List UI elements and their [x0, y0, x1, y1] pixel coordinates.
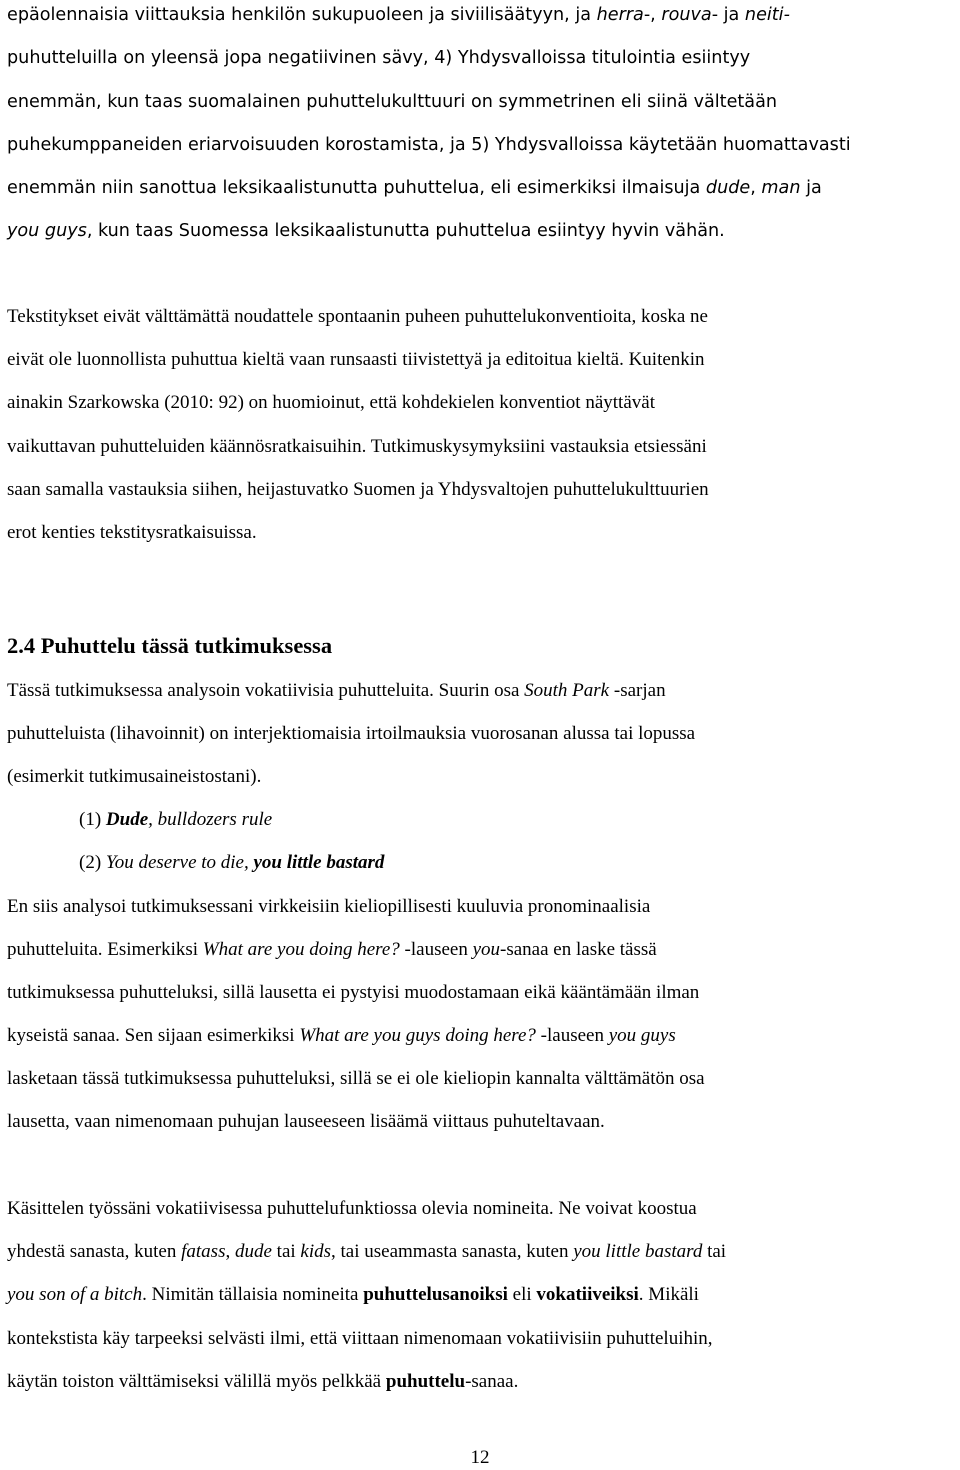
italic-text: you guys	[7, 221, 87, 241]
example-number: (1)	[79, 809, 106, 830]
page-number: 12	[470, 1447, 490, 1468]
section-heading: 2.4 Puhuttelu tässä tutkimuksessa	[7, 633, 333, 658]
example-number: (2)	[79, 852, 106, 873]
italic-text: man	[761, 178, 801, 198]
text: tai	[271, 1241, 301, 1262]
text: enemmän niin sanottua leksikaalistunutta puhuttelua, eli esimerkiksi ilmaisuja	[7, 178, 706, 198]
paragraph-2-line-6: erot kenties tekstitysratkaisuissa.	[7, 522, 257, 543]
bold-text: puhuttelusanoiksi	[363, 1284, 508, 1305]
text: ,	[750, 178, 762, 198]
italic-text: What are you doing here?	[202, 939, 400, 960]
bold-text: puhuttelu	[385, 1371, 466, 1392]
bold-italic-text: Dude	[105, 809, 149, 830]
italic-text: you little bastard	[573, 1241, 703, 1262]
text: - ja	[711, 5, 745, 25]
italic-text: you son of a bitch	[7, 1284, 143, 1305]
paragraph-5-line-2	[7, 1240, 726, 1264]
bold-text: vokatiiveiksi	[536, 1284, 639, 1305]
paragraph-1-line-2: puhutteluilla on yleensä jopa negatiivinen sävy, 4) Yhdysvalloissa titulointia esiintyy	[7, 48, 751, 68]
paragraph-1-line-6	[7, 219, 725, 243]
paragraph-1-line-4: puhekumppaneiden eriarvoisuuden korostamista, ja 5) Yhdysvalloissa käytetään huomattavasti	[7, 135, 851, 155]
text: epäolennaisia viittauksia henkilön sukupuoleen ja siviilisäätyyn, ja	[7, 5, 597, 25]
text: Tässä tutkimuksessa analysoin vokatiivisia puhutteluita. Suurin osa	[7, 680, 525, 701]
paragraph-5-line-1: Käsittelen työssäni vokatiivisessa puhuttelufunktiossa olevia nomineita. Ne voivat koostua	[7, 1198, 697, 1219]
paragraph-5-line-3	[7, 1283, 699, 1307]
paragraph-3-line-3: (esimerkit tutkimusaineistostani).	[7, 766, 262, 787]
italic-text: you	[472, 939, 501, 960]
text: -lauseen	[399, 939, 473, 960]
italic-text: dude	[234, 1241, 272, 1262]
italic-text: What are you guys doing here?	[299, 1025, 536, 1046]
paragraph-4-line-3: tutkimuksessa puhutteluksi, sillä lausetta ei pystyisi muodostamaan eikä kääntämään ilman	[7, 982, 700, 1003]
text: ,	[225, 1241, 235, 1262]
italic-text: you guys	[608, 1025, 676, 1046]
text: -lauseen	[535, 1025, 609, 1046]
italic-text: rouva	[661, 5, 712, 25]
italic-text: You deserve to die,	[105, 852, 254, 873]
text: , tai useammasta sanasta, kuten	[331, 1241, 574, 1262]
text: -sanaa en laske tässä	[500, 939, 657, 960]
paragraph-3-line-2: puhutteluista (lihavoinnit) on interjektiomaisia irtoilmauksia vuorosanan alussa tai lopussa	[7, 723, 696, 744]
text: tai	[702, 1241, 727, 1262]
text: -,	[643, 5, 662, 25]
italic-text: , bulldozers rule	[148, 809, 273, 830]
paragraph-2-line-3: ainakin Szarkowska (2010: 92) on huomioinut, että kohdekielen konventiot näyttävät	[7, 392, 655, 413]
text: käytän toiston välttämiseksi välillä myös pelkkää	[7, 1371, 386, 1392]
italic-text: herra	[596, 5, 644, 25]
paragraph-1-line-1	[7, 3, 790, 27]
example-2	[79, 851, 384, 875]
paragraph-2-line-2: eivät ole luonnollista puhuttua kieltä vaan runsaasti tiivistettyä ja editoitua kieltä. Kuitenkin	[7, 349, 705, 370]
paragraph-5-line-4: kontekstista käy tarpeeksi selvästi ilmi, että viittaan nimenomaan vokatiivisiin puhutteluihin,	[7, 1328, 713, 1349]
paragraph-4-line-5: lasketaan tässä tutkimuksessa puhutteluksi, sillä se ei ole kieliopin kannalta välttämätön osa	[7, 1068, 705, 1089]
text: puhutteluita. Esimerkiksi	[7, 939, 203, 960]
text: yhdestä sanasta, kuten	[7, 1241, 182, 1262]
paragraph-1-line-3: enemmän, kun taas suomalainen puhuttelukulttuuri on symmetrinen eli siinä vältetään	[7, 92, 778, 112]
example-1	[79, 808, 272, 832]
paragraph-2-line-1: Tekstitykset eivät välttämättä noudattele spontaanin puheen puhuttelukonventioita, koska ne	[7, 306, 708, 327]
paragraph-3-line-1	[7, 679, 666, 703]
italic-text: kids	[300, 1241, 332, 1262]
text: , kun taas Suomessa leksikaalistunutta puhuttelua esiintyy hyvin vähän.	[86, 221, 725, 241]
paragraph-2-line-5: saan samalla vastauksia siihen, heijastuvatko Suomen ja Yhdysvaltojen puhuttelukulttuurien	[7, 479, 709, 500]
italic-text: dude	[705, 178, 751, 198]
italic-text: fatass	[181, 1241, 226, 1262]
text: . Nimitän tällaisia nomineita	[142, 1284, 364, 1305]
text: ja	[800, 178, 822, 198]
text: eli	[507, 1284, 537, 1305]
text: . Mikäli	[638, 1284, 699, 1305]
paragraph-4-line-1: En siis analysoi tutkimuksessani virkkeisiin kieliopillisesti kuuluvia pronominaalisia	[7, 896, 651, 917]
paragraph-1-line-5	[7, 176, 822, 200]
text: kyseistä sanaa. Sen sijaan esimerkiksi	[7, 1025, 300, 1046]
paragraph-4-line-6: lausetta, vaan nimenomaan puhujan lauseeseen lisäämä viittaus puhuteltavaan.	[7, 1111, 605, 1132]
paragraph-4-line-4	[7, 1024, 676, 1048]
paragraph-4-line-2	[7, 938, 657, 962]
italic-text: South Park	[524, 680, 610, 701]
bold-italic-text: you little bastard	[253, 852, 385, 873]
paragraph-2-line-4: vaikuttavan puhutteluiden käännösratkaisuihin. Tutkimuskysymyksiini vastauksia etsiessäni	[7, 436, 707, 457]
paragraph-5-line-5	[7, 1370, 518, 1394]
text: -sanaa.	[465, 1371, 519, 1392]
text: -sarjan	[609, 680, 666, 701]
italic-text: neiti-	[744, 5, 790, 25]
